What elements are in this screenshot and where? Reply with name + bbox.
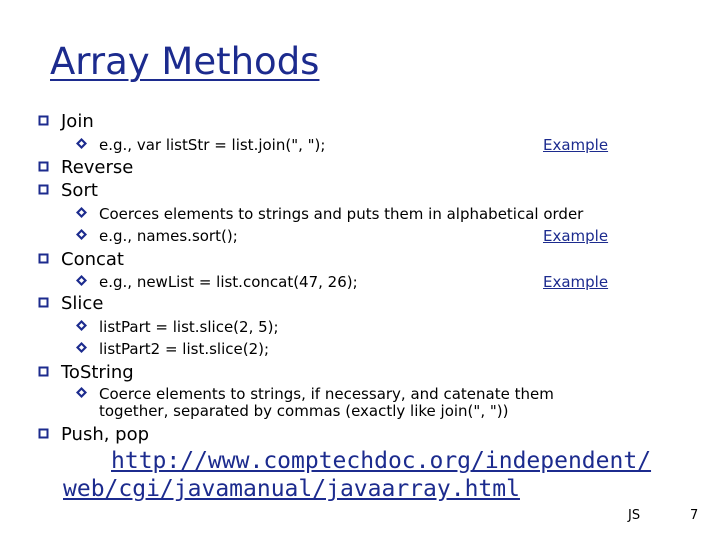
bullet-tostring: [38, 362, 134, 383]
sub-bullet-text: e.g., var listStr = list.join(", ");: [99, 136, 326, 154]
bullet-label: ToString: [61, 362, 134, 383]
sub-bullet-slice-1: [76, 318, 279, 336]
square-bullet-icon: [38, 161, 49, 172]
sub-bullet-sort-2: [76, 227, 238, 245]
reference-url-link[interactable]: [63, 447, 703, 503]
sub-bullet-text: e.g., names.sort();: [99, 227, 238, 245]
square-bullet-icon: [38, 366, 49, 377]
bullet-concat: [38, 249, 124, 270]
sub-bullet-concat: [76, 273, 358, 291]
square-bullet-icon: [38, 115, 49, 126]
bullet-label: Join: [61, 111, 94, 132]
sub-bullet-tostring: [76, 386, 554, 403]
diamond-bullet-icon: [76, 320, 87, 331]
square-bullet-icon: [38, 184, 49, 195]
example-link-concat[interactable]: Example: [543, 273, 609, 291]
sub-bullet-sort-1: [76, 205, 583, 223]
sub-bullet-text: listPart = list.slice(2, 5);: [99, 318, 279, 336]
bullet-slice: [38, 293, 103, 314]
bullet-join: [38, 111, 94, 132]
diamond-bullet-icon: [76, 207, 87, 218]
example-link-sort[interactable]: Example: [543, 227, 609, 245]
page-number: 7: [690, 508, 699, 523]
bullet-label: Slice: [61, 293, 104, 314]
sub-bullet-text: e.g., newList = list.concat(47, 26);: [99, 273, 358, 291]
slide-title: Array Methods: [50, 40, 320, 83]
bullet-label: Concat: [61, 249, 124, 270]
diamond-bullet-icon: [76, 138, 87, 149]
example-link-join[interactable]: Example: [543, 136, 609, 154]
footer-label: JS: [628, 508, 641, 523]
bullet-reverse: [38, 157, 133, 178]
sub-bullet-text-line2: together, separated by commas (exactly like join(", ")): [99, 402, 509, 420]
square-bullet-icon: [38, 253, 49, 264]
diamond-bullet-icon: [76, 387, 87, 398]
bullet-label: Reverse: [61, 157, 134, 178]
sub-bullet-text: Coerces elements to strings and puts them in alphabetical order: [99, 205, 584, 223]
diamond-bullet-icon: [76, 229, 87, 240]
url-line-2[interactable]: web/cgi/javamanual/javaarray.html: [63, 476, 520, 502]
sub-bullet-join: [76, 136, 325, 154]
bullet-pushpop: [38, 424, 149, 445]
square-bullet-icon: [38, 428, 49, 439]
sub-bullet-text: listPart2 = list.slice(2);: [99, 340, 270, 358]
sub-bullet-slice-2: [76, 340, 269, 358]
square-bullet-icon: [38, 297, 49, 308]
diamond-bullet-icon: [76, 275, 87, 286]
bullet-sort: [38, 180, 98, 201]
url-line-1[interactable]: http://www.comptechdoc.org/independent/: [111, 448, 652, 474]
bullet-label: Push, pop: [61, 424, 150, 445]
bullet-label: Sort: [61, 180, 98, 201]
sub-bullet-text-line1: Coerce elements to strings, if necessary, and catenate them: [99, 385, 554, 403]
diamond-bullet-icon: [76, 342, 87, 353]
